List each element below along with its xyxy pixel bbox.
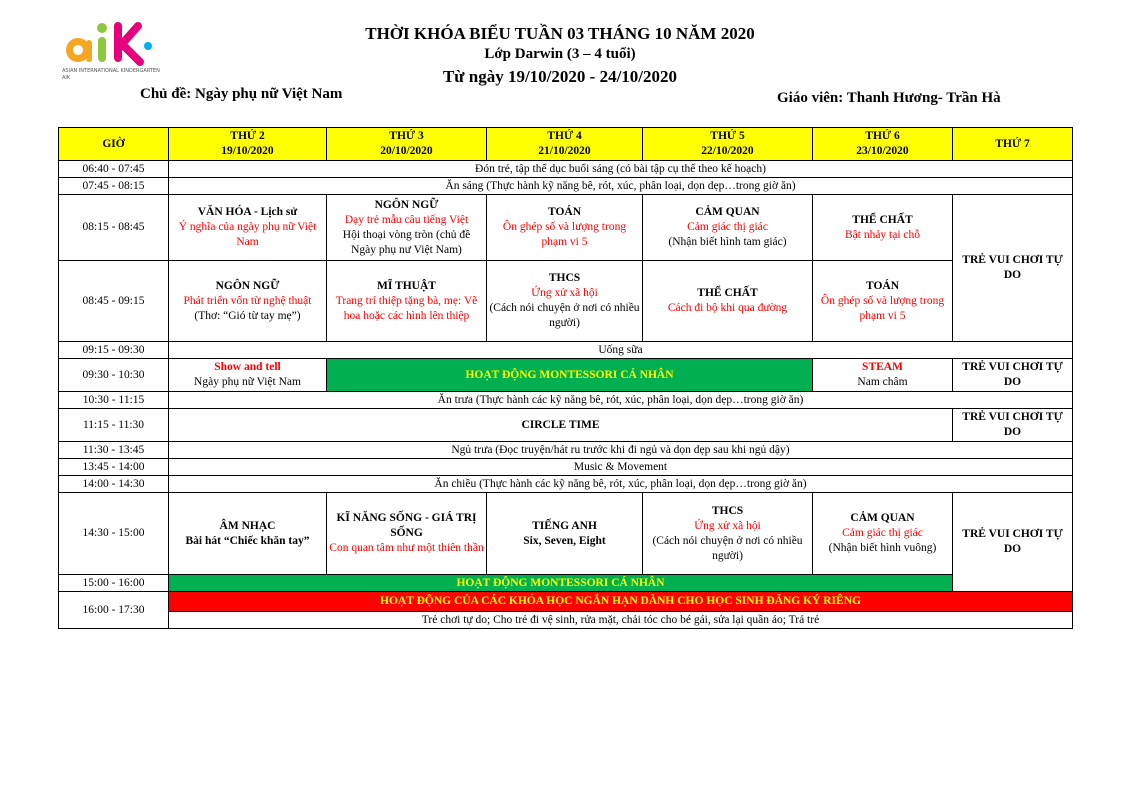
short-course-banner: HOẠT ĐỘNG CỦA CÁC KHÓA HỌC NGẮN HẠN DÀNH CHO HỌC SINH ĐĂNG KÝ RIÊNG (169, 592, 1073, 612)
time-cell: 13:45 - 14:00 (59, 459, 169, 476)
activity-cell: TOÁN Ôn ghép số và lượng trong phạm vi 5 (813, 261, 953, 342)
activity-cell: Music & Movement (169, 459, 1073, 476)
time-cell: 06:40 - 07:45 (59, 161, 169, 178)
time-cell: 10:30 - 11:15 (59, 392, 169, 409)
activity-cell: NGÔN NGỮ Phát triển vốn từ nghệ thuật (Thơ: “Gió từ tay mẹ”) (169, 261, 327, 342)
logo-text: AIK (62, 75, 71, 81)
time-cell: 14:00 - 14:30 (59, 476, 169, 493)
activity-cell: MĨ THUẬT Trang trí thiệp tặng bà, mẹ: Vẽ hoa hoặc các hình lên thiệp (327, 261, 487, 342)
activity-cell: TOÁN Ôn ghép số và lượng trong phạm vi 5 (487, 195, 643, 261)
table-row (59, 195, 1073, 261)
teacher: Giáo viên: Thanh Hương- Trần Hà (777, 90, 1001, 106)
col-wednesday: THỨ 4 21/10/2020 (487, 128, 643, 161)
col-monday: THỨ 2 19/10/2020 (169, 128, 327, 161)
activity-cell: STEAM Nam châm (813, 359, 953, 392)
free-play-cell: TRẺ VUI CHƠI TỰ DO (953, 493, 1073, 592)
logo-caption: ASIAN INTERNATIONAL KINDERGARTEN (62, 68, 160, 74)
table-row (59, 575, 1073, 592)
activity-cell: THỂ CHẤT Cách đi bộ khi qua đường (643, 261, 813, 342)
montessori-cell: HOẠT ĐỘNG MONTESSORI CÁ NHÂN (327, 359, 813, 392)
time-cell: 14:30 - 15:00 (59, 493, 169, 575)
col-tuesday: THỨ 3 20/10/2020 (327, 128, 487, 161)
table-row (59, 359, 1073, 392)
free-play-cell: TRẺ VUI CHƠI TỰ DO (953, 409, 1073, 442)
header-row (59, 128, 1073, 161)
table-row (59, 409, 1073, 442)
activity-cell: KĨ NĂNG SỐNG - GIÁ TRỊ SỐNG Con quan tâm như một thiên thần (327, 493, 487, 575)
topic: Chủ đề: Ngày phụ nữ Việt Nam (140, 86, 343, 102)
time-cell: 11:30 - 13:45 (59, 442, 169, 459)
table-row (59, 612, 1073, 629)
activity-cell: Show and tell Ngày phụ nữ Việt Nam (169, 359, 327, 392)
free-play-cell: TRẺ VUI CHƠI TỰ DO (953, 195, 1073, 342)
time-cell: 07:45 - 08:15 (59, 178, 169, 195)
activity-cell: TIẾNG ANH Six, Seven, Eight (487, 493, 643, 575)
page-title: THỜI KHÓA BIỂU TUẦN 03 THÁNG 10 NĂM 2020 (365, 24, 755, 43)
free-play-cell: TRẺ VUI CHƠI TỰ DO (953, 359, 1073, 392)
table-row (59, 261, 1073, 342)
table-row (59, 161, 1073, 178)
activity-cell: THCS Ứng xử xã hội (Cách nói chuyện ở nơi có nhiều người) (643, 493, 813, 575)
table-row (59, 476, 1073, 493)
activity-cell: Đón trẻ, tập thể dục buổi sáng (có bài tập cụ thể theo kế hoạch) (169, 161, 1073, 178)
class-name: Lớp Darwin (3 – 4 tuổi) (484, 46, 636, 62)
activity-cell: ÂM NHẠC Bài hát “Chiếc khăn tay” (169, 493, 327, 575)
time-cell: 09:15 - 09:30 (59, 342, 169, 359)
col-time-header: GIỜ (59, 128, 169, 161)
table-row (59, 459, 1073, 476)
activity-cell: THỂ CHẤT Bật nhảy tại chỗ (813, 195, 953, 261)
table-row (59, 392, 1073, 409)
table-row (59, 178, 1073, 195)
col-thursday: THỨ 5 22/10/2020 (643, 128, 813, 161)
activity-cell: Uống sữa (169, 342, 1073, 359)
time-cell: 15:00 - 16:00 (59, 575, 169, 592)
montessori-cell: HOẠT ĐỘNG MONTESSORI CÁ NHÂN (169, 575, 953, 592)
activity-cell: Ngủ trưa (Đọc truyện/hát ru trước khi đi ngủ và dọn dẹp sau khi ngủ dậy) (169, 442, 1073, 459)
timetable (58, 127, 1073, 629)
col-saturday: THỨ 7 (953, 128, 1073, 161)
activity-cell: NGÔN NGỮ Dạy trẻ mẫu câu tiếng Việt Hội thoại vòng tròn (chủ đề Ngày phụ nư Việt Nam) (327, 195, 487, 261)
activity-cell: THCS Ứng xử xã hội (Cách nói chuyện ở nơi có nhiều người) (487, 261, 643, 342)
table-row (59, 342, 1073, 359)
activity-cell: CẢM QUAN Cảm giác thị giác (Nhận biết hình tam giác) (643, 195, 813, 261)
activity-cell: CẢM QUAN Cảm giác thị giác (Nhận biết hình vuông) (813, 493, 953, 575)
time-cell: 11:15 - 11:30 (59, 409, 169, 442)
activity-cell: VĂN HÓA - Lịch sử Ý nghĩa của ngày phụ nữ Việt Nam (169, 195, 327, 261)
time-cell: 08:15 - 08:45 (59, 195, 169, 261)
activity-cell: Ăn trưa (Thực hành các kỹ năng bê, rót, xúc, phân loại, dọn dẹp…trong giờ ăn) (169, 392, 1073, 409)
activity-cell: Trẻ chơi tự do; Cho trẻ đi vệ sinh, rửa mặt, chải tóc cho bé gái, sửa lại quần áo; Trả trẻ (169, 612, 1073, 629)
activity-cell: Ăn sáng (Thực hành kỹ năng bê, rót, xúc, phân loại, dọn dẹp…trong giờ ăn) (169, 178, 1073, 195)
activity-cell: Ăn chiều (Thực hành các kỹ năng bê, rót, xúc, phân loại, dọn dẹp…trong giờ ăn) (169, 476, 1073, 493)
school-logo (60, 12, 164, 82)
table-row (59, 442, 1073, 459)
table-row (59, 493, 1073, 575)
time-cell: 09:30 - 10:30 (59, 359, 169, 392)
time-cell: 16:00 - 17:30 (59, 592, 169, 629)
date-range: Từ ngày 19/10/2020 - 24/10/2020 (442, 67, 678, 86)
time-cell: 08:45 - 09:15 (59, 261, 169, 342)
col-friday: THỨ 6 23/10/2020 (813, 128, 953, 161)
circle-time-cell: CIRCLE TIME (169, 409, 953, 442)
table-row (59, 592, 1073, 612)
